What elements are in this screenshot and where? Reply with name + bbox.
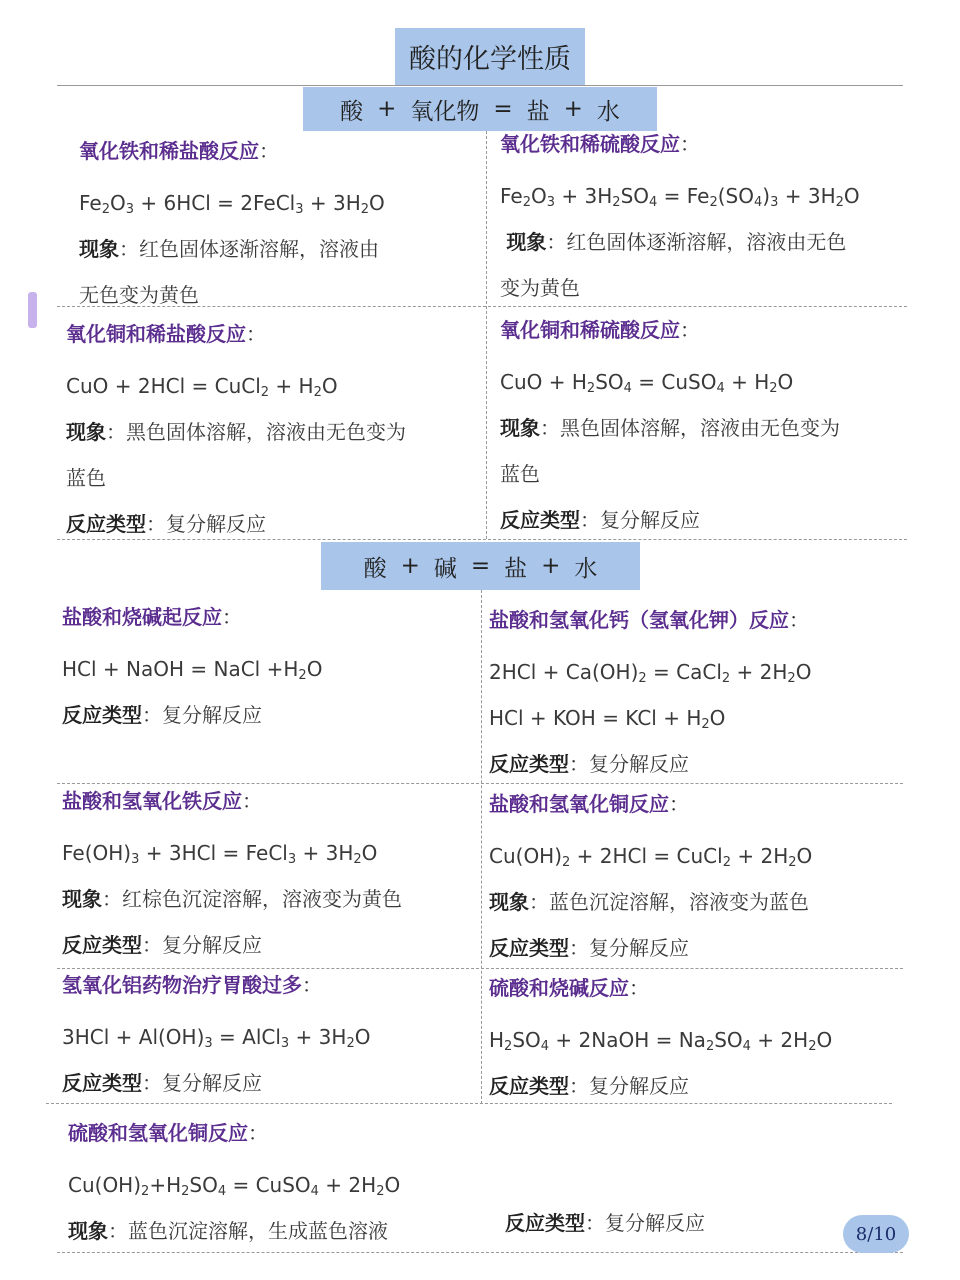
- reaction-title: 盐酸和氢氧化钙（氢氧化钾）反应：: [489, 608, 809, 632]
- reaction-equation: HCl + KOH = KCl + $H_2O$: [489, 706, 726, 732]
- reaction-block-aloh3-stomach: [62, 968, 472, 1106]
- reaction-type: 反应类型：复分解反应: [66, 512, 266, 536]
- reaction-phenomenon: 现象：红色固体逐渐溶解，溶液由无色 变为黄色: [500, 230, 847, 300]
- title-divider: [57, 85, 903, 86]
- reaction-title: 氧化铜和稀盐酸反应：: [66, 322, 266, 346]
- section-header-acid-base: 酸 + 碱 = 盐 + 水: [321, 542, 640, 590]
- reaction-title: 硫酸和氢氧化铜反应：: [68, 1121, 268, 1145]
- reaction-equation: $H_2SO_4$ + 2NaOH = $Na_2SO_4 + 2H_2O$: [489, 1028, 833, 1054]
- reaction-block-hcl-feoh3: [62, 784, 472, 968]
- reaction-title: 盐酸和烧碱起反应：: [62, 605, 242, 629]
- reaction-type: 反应类型：复分解反应: [489, 752, 689, 776]
- reaction-block-hcl-caoh2-koh: [489, 603, 899, 787]
- reaction-type: 反应类型：复分解反应: [500, 508, 700, 532]
- section-header-acid-oxide: 酸 + 氧化物 = 盐 + 水: [303, 87, 657, 131]
- reaction-phenomenon: 现象：黑色固体溶解，溶液由无色变为 蓝色: [500, 416, 840, 486]
- reaction-equation: $Fe_2O_3 + 3H_2SO_4 = Fe_2(SO_4)_3 + 3H_2O$: [500, 184, 860, 210]
- reaction-title: 盐酸和氢氧化铁反应：: [62, 789, 262, 813]
- reaction-block-cuo-h2so4: [500, 313, 900, 543]
- reaction-block-h2so4-naoh: [489, 971, 899, 1109]
- reaction-type-h2so4-cuoh2: 反应类型：复分解反应: [505, 1211, 705, 1235]
- reaction-type: 反应类型：复分解反应: [489, 1074, 689, 1098]
- reaction-block-fe2o3-h2so4: [500, 127, 900, 311]
- reaction-equation: CuO + $H_2SO_4$ = CuSO$_4$ + $H_2O$: [500, 370, 794, 396]
- reaction-block-cuo-hcl: [66, 317, 476, 547]
- reaction-title: 盐酸和氢氧化铜反应：: [489, 792, 689, 816]
- reaction-phenomenon: 现象：蓝色沉淀溶解，溶液变为蓝色: [489, 890, 809, 914]
- column-divider: [486, 131, 487, 539]
- page-title: 酸的化学性质: [395, 28, 585, 85]
- reaction-equation: $Cu(OH)_2+H_2SO_4$ = CuSO$_4$ + $2H_2O$: [68, 1173, 401, 1199]
- reaction-equation: $Fe_2O_3 + 6HCl$ = 2FeCl$_3$ + $3H_2O$: [79, 191, 385, 217]
- reaction-equation: $3HCl + Al(OH)_3$ = AlCl$_3$ + $3H_2O$: [62, 1025, 371, 1051]
- page-indicator: 8/10: [843, 1215, 909, 1253]
- reaction-title: 氢氧化铝药物治疗胃酸过多：: [62, 973, 322, 997]
- reaction-title: 氧化铜和稀硫酸反应：: [500, 318, 700, 342]
- reaction-phenomenon: 现象：黑色固体溶解，溶液由无色变为 蓝色: [66, 420, 406, 490]
- reaction-type: 反应类型：复分解反应: [62, 933, 262, 957]
- side-marker: [28, 292, 37, 328]
- reaction-equation: $2HCl + Ca(OH)_2$ = CaCl$_2$ + $2H_2O$: [489, 660, 812, 686]
- reaction-equation: HCl + NaOH = NaCl $+H_2O$: [62, 657, 323, 683]
- reaction-type: 反应类型：复分解反应: [489, 936, 689, 960]
- reaction-equation: CuO + 2HCl = CuCl$_2$ + $H_2O$: [66, 374, 338, 400]
- reaction-phenomenon: 现象：蓝色沉淀溶解，生成蓝色溶液: [68, 1219, 388, 1243]
- reaction-title: 氧化铁和稀硫酸反应：: [500, 132, 700, 156]
- reaction-block-fe2o3-hcl: [79, 134, 479, 318]
- reaction-title: 硫酸和烧碱反应：: [489, 976, 649, 1000]
- column-divider: [481, 590, 482, 1104]
- reaction-block-hcl-naoh: [62, 600, 472, 738]
- reaction-block-h2so4-cuoh2: [68, 1116, 528, 1254]
- reaction-type: 反应类型：复分解反应: [62, 1071, 262, 1095]
- reaction-equation: $Fe(OH)_3 + 3HCl$ = FeCl$_3$ + $3H_2O$: [62, 841, 378, 867]
- reaction-phenomenon: 现象：红色固体逐渐溶解，溶液由 无色变为黄色: [79, 237, 379, 307]
- reaction-phenomenon: 现象：红棕色沉淀溶解，溶液变为黄色: [62, 887, 402, 911]
- reaction-block-hcl-cuoh2: [489, 787, 899, 971]
- reaction-title: 氧化铁和稀盐酸反应：: [79, 139, 279, 163]
- reaction-equation: $Cu(OH)_2 + 2HCl$ = CuCl$_2$ + $2H_2O$: [489, 844, 813, 870]
- reaction-type: 反应类型：复分解反应: [62, 703, 262, 727]
